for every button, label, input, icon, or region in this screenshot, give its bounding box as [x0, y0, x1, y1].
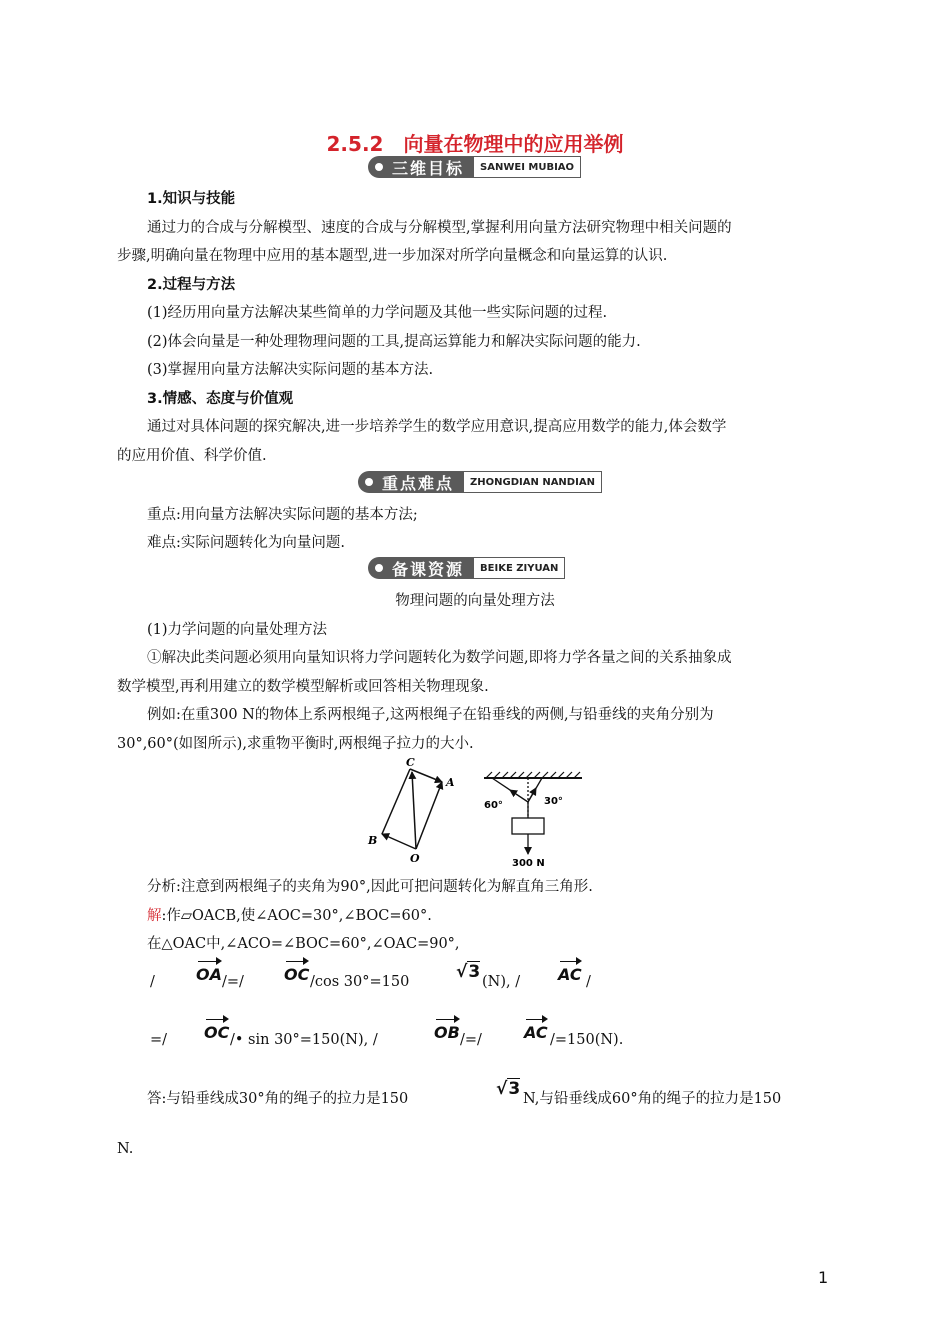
eq2-start: =/ [150, 1032, 168, 1048]
eq2-c: /=150(N). [550, 1032, 624, 1048]
answer-text: N,与铅垂线成60°角的绳子的拉力是150 [523, 1091, 782, 1107]
answer-text: N. [117, 1141, 134, 1157]
sqrt-icon: √3 [456, 962, 481, 982]
goals-paragraph: 通过对具体问题的探究解决,进一步培养学生的数学应用意识,提高应用数学的能力,体会数学 [147, 419, 727, 435]
weight-label: 300 N [512, 858, 545, 869]
resources-item: (1)力学问题的向量处理方法 [147, 622, 328, 638]
force-diagram [360, 752, 590, 870]
angle-60-label: 60° [484, 800, 503, 811]
eq1-a: /=/ [222, 974, 244, 990]
resources-banner [368, 557, 565, 579]
label-A: A [446, 776, 455, 789]
angle-30-label: 30° [544, 796, 563, 807]
sqrt-value: 3 [468, 962, 481, 982]
goals-heading-3: 3.情感、态度与价值观 [147, 391, 294, 407]
goals-banner [368, 156, 581, 178]
solution-line-1 [147, 906, 432, 926]
label-B: B [368, 834, 378, 847]
vector-OB: OB [434, 1023, 460, 1042]
vector-AC: AC [524, 1023, 548, 1042]
example-text: 例如:在重300 N的物体上系两根绳子,这两根绳子在铅垂线的两侧,与铅垂线的夹角分别为 [147, 707, 714, 723]
eq2-a: /• sin 30°=150(N), / [230, 1032, 378, 1048]
jie-label: 解 [147, 908, 162, 924]
eq2-b: /=/ [460, 1032, 482, 1048]
solution-line-2: 在△OAC中,∠ACO=∠BOC=60°,∠OAC=90°, [147, 936, 460, 952]
tag-hole-icon [368, 156, 390, 178]
banner-cn: 三维目标 [390, 156, 474, 178]
sqrt-icon: √3 [496, 1079, 521, 1099]
page-number: 1 [818, 1268, 829, 1287]
key-banner [358, 471, 602, 493]
tag-hole-icon [358, 471, 380, 493]
answer-text: 答:与铅垂线成30°角的绳子的拉力是150 [147, 1091, 409, 1107]
tag-hole-icon [368, 557, 390, 579]
goals-paragraph: 步骤,明确向量在物理中应用的基本题型,进一步加深对所学向量概念和向量运算的认识. [117, 248, 668, 264]
vector-OC: OC [204, 1023, 230, 1042]
sqrt-value: 3 [508, 1079, 521, 1099]
banner-cn: 重点难点 [380, 471, 464, 493]
banner-cn: 备课资源 [390, 557, 474, 579]
goals-paragraph: 通过力的合成与分解模型、速度的合成与分解模型,掌握利用向量方法研究物理中相关问题的 [147, 220, 732, 236]
difficulty: 难点:实际问题转化为向量问题. [147, 535, 345, 551]
example-text: 30°,60°(如图所示),求重物平衡时,两根绳子拉力的大小. [117, 736, 474, 752]
eq1-b: /cos 30°=150 [310, 974, 410, 990]
banner-en: SANWEI MUBIAO [474, 156, 581, 178]
goals-paragraph: (1)经历用向量方法解决某些简单的力学问题及其他一些实际问题的过程. [147, 305, 608, 321]
resources-paragraph: ①解决此类问题必须用向量知识将力学问题转化为数学问题,即将力学各量之间的关系抽象成 [147, 650, 732, 666]
eq1-start: / [150, 974, 155, 990]
eq1-c: (N), / [482, 974, 521, 990]
resources-subtitle: 物理问题的向量处理方法 [395, 593, 555, 609]
vector-OC: OC [284, 965, 310, 984]
resources-paragraph: 数学模型,再利用建立的数学模型解析或回答相关物理现象. [117, 679, 489, 695]
goals-heading-2: 2.过程与方法 [147, 277, 236, 293]
vector-AC: AC [558, 965, 582, 984]
eq1-d: / [586, 974, 591, 990]
key-point: 重点:用向量方法解决实际问题的基本方法; [147, 507, 418, 523]
parallelogram-figure [382, 769, 442, 849]
banner-en: ZHONGDIAN NANDIAN [464, 471, 602, 493]
solution-text: :作▱OACB,使∠AOC=30°,∠BOC=60°. [161, 908, 432, 924]
label-O: O [410, 852, 420, 865]
label-C: C [406, 756, 415, 769]
goals-heading-1: 1.知识与技能 [147, 191, 236, 207]
goals-paragraph: 的应用价值、科学价值. [117, 448, 267, 464]
page-title: 2.5.2 向量在物理中的应用举例 [326, 132, 624, 156]
ceiling-hatch [484, 772, 582, 778]
analysis-text: 分析:注意到两根绳子的夹角为90°,因此可把问题转化为解直角三角形. [147, 879, 593, 895]
banner-en: BEIKE ZIYUAN [474, 557, 565, 579]
goals-paragraph: (3)掌握用向量方法解决实际问题的基本方法. [147, 362, 434, 378]
goals-paragraph: (2)体会向量是一种处理物理问题的工具,提高运算能力和解决实际问题的能力. [147, 334, 641, 350]
ropes [492, 778, 544, 854]
vector-OA: OA [196, 965, 222, 984]
